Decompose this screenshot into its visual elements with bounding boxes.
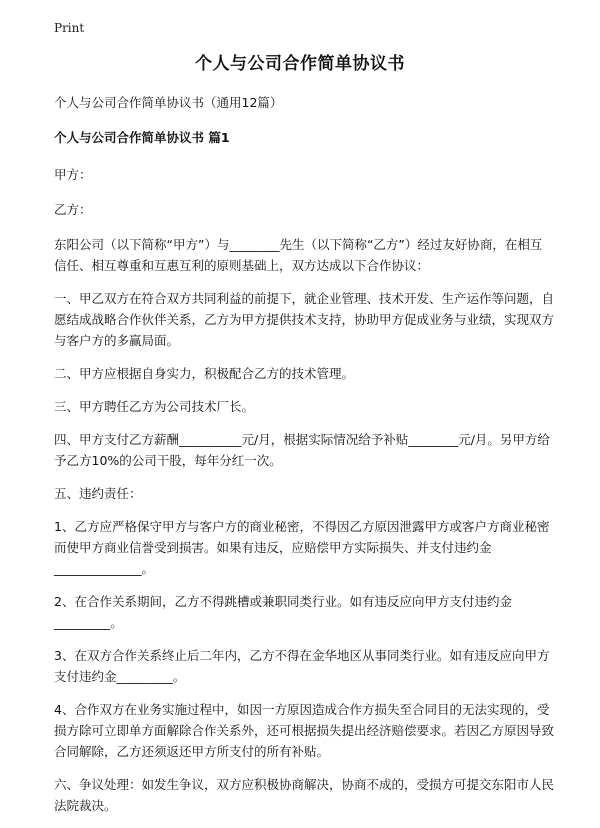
paragraph-clause-6: 六、争议处理：如发生争议，双方应积极协商解决，协商不成的，受损方可提交东阳市人民法院裁决。 xyxy=(54,777,555,813)
paragraph-liability-2: 2、在合作关系期间，乙方不得跳槽或兼职同类行业。如有违反应向甲方支付违约金_________。 xyxy=(54,594,512,630)
section-heading: 个人与公司合作简单协议书 篇1 xyxy=(54,130,230,145)
party-a-label: 甲方： xyxy=(54,167,92,182)
paragraph-intro: 东阳公司（以下简称“甲方”）与________先生（以下简称“乙方”）经过友好协商，在相互信任、相互尊重和互惠互利的原则基础上，双方达成以下合作协议： xyxy=(54,237,543,273)
paragraph-clause-5-heading: 五、违约责任： xyxy=(54,486,142,501)
party-b-label: 乙方： xyxy=(54,202,92,217)
paragraph-liability-1: 1、乙方应严格保守甲方与客户方的商业秘密，不得因乙方原因泄露甲方或客户方商业秘密而使甲方商业信誉受到损害。如果有违反，应赔偿甲方实际损失、并支付违约金______________。 xyxy=(54,519,550,576)
print-label[interactable]: Print xyxy=(54,21,85,35)
paragraph-clause-2: 二、甲方应根据自身实力，积极配合乙方的技术管理。 xyxy=(54,366,355,381)
paragraph-clause-4: 四、甲方支付乙方薪酬__________元/月，根据实际情况给予补贴________元/月。另甲方给予乙方10%的公司干股，每年分红一次。 xyxy=(54,432,550,468)
document-title: 个人与公司合作简单协议书 xyxy=(195,54,405,74)
paragraph-liability-3: 3、在双方合作关系终止后二年内，乙方不得在金华地区从事同类行业。如有违反应向甲方支付违约金_________。 xyxy=(54,648,550,684)
paragraph-liability-4: 4、合作双方在业务实施过程中，如因一方原因造成合作方损失至合同目的无法实现的，受损方除可立即单方面解除合作关系外，还可根据损失提出经济赔偿要求。若因乙方原因导致合同解除，乙方还须返还甲方所支付的所有补贴。 xyxy=(54,702,555,759)
paragraph-clause-3: 三、甲方聘任乙方为公司技术厂长。 xyxy=(54,399,255,414)
document-body xyxy=(54,92,554,828)
paragraph-clause-1: 一、甲乙双方在符合双方共同利益的前提下，就企业管理、技术开发、生产运作等问题，自愿结成战略合作伙伴关系，乙方为甲方提供技术支持，协助甲方促成业务与业绩，实现双方与客户方的多赢局面。 xyxy=(54,291,555,348)
document-subtitle: 个人与公司合作简单协议书（通用12篇） xyxy=(54,95,283,110)
